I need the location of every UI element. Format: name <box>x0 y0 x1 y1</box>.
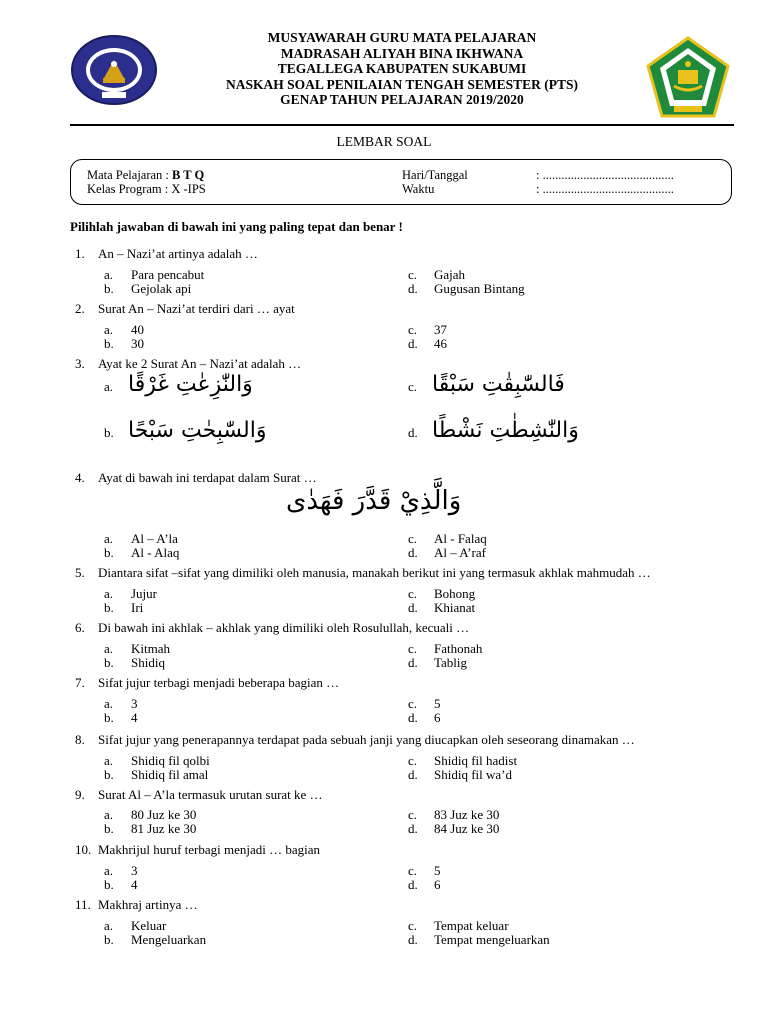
option-letter: a. <box>104 586 114 601</box>
question-number: 11. <box>75 897 91 912</box>
option-text: 83 Juz ke 30 <box>434 807 500 822</box>
option-letter: a. <box>104 322 114 337</box>
option-text: Shidiq fil amal <box>131 767 209 782</box>
option-letter: d. <box>408 600 418 615</box>
option-text: Gugusan Bintang <box>434 281 525 296</box>
option-letter: b. <box>104 281 114 296</box>
option-letter: c. <box>408 531 418 546</box>
subject-value: B T Q <box>172 168 205 182</box>
option-text: 40 <box>131 322 144 337</box>
question-stem <box>75 302 755 316</box>
class-label: Kelas Program : X -IPS <box>87 182 206 196</box>
option-letter: b. <box>104 655 114 670</box>
question-stem <box>75 843 755 857</box>
option-text: 5 <box>434 696 441 711</box>
day-label: Hari/Tanggal <box>402 168 468 182</box>
option-letter: a. <box>104 807 114 822</box>
question-1 <box>75 247 755 261</box>
question-5 <box>75 566 755 580</box>
time-value: : .......................................... <box>536 182 674 196</box>
header-line-1: MUSYAWARAH GURU MATA PELAJARAN <box>267 30 537 45</box>
question-stem <box>75 733 755 747</box>
option-text: وَالنّٰشِطٰتِ نَشْطًا <box>432 418 579 443</box>
question-2 <box>75 302 755 316</box>
option-text: Kitmah <box>131 641 170 656</box>
option-text: Iri <box>131 600 144 615</box>
option-letter: c. <box>408 863 418 878</box>
question-11 <box>75 898 755 912</box>
question-text: An – Nazi’at artinya adalah … <box>98 246 258 261</box>
question-text: Makhrijul huruf terbagi menjadi … bagian <box>98 842 321 857</box>
option-letter: d. <box>408 877 418 892</box>
option-letter: d. <box>408 281 418 296</box>
option-letter: a. <box>104 753 114 768</box>
option-letter: a. <box>104 379 114 394</box>
option-text: Tempat mengeluarkan <box>434 932 550 947</box>
option-letter: a. <box>104 863 114 878</box>
instruction: Pilihlah jawaban di bawah ini yang paling tepat dan benar ! <box>70 219 403 234</box>
question-text: Surat Al – A’la termasuk urutan surat ke … <box>98 787 323 802</box>
question-text: Surat An – Nazi’at terdiri dari … ayat <box>98 301 295 316</box>
time-label: Waktu <box>402 182 435 196</box>
option-letter: a. <box>104 696 114 711</box>
option-text: Gejolak api <box>131 281 192 296</box>
option-letter: d. <box>408 710 418 725</box>
option-letter: d. <box>408 336 418 351</box>
option-letter: b. <box>104 932 114 947</box>
header-line-5: GENAP TAHUN PELAJARAN 2019/2020 <box>280 92 524 107</box>
option-text: وَالنّٰزِعٰتِ غَرْقًا <box>128 372 253 397</box>
question-stem <box>75 898 755 912</box>
option-text: Al - Falaq <box>434 531 487 546</box>
option-letter: a. <box>104 267 114 282</box>
option-text: 80 Juz ke 30 <box>131 807 197 822</box>
question-number: 4. <box>75 470 85 485</box>
arabic-verse: وَالَّذِيْ قَدَّرَ فَهَدٰى <box>286 486 462 516</box>
option-text: Shidiq fil hadist <box>434 753 518 768</box>
header-line-3: TEGALLEGA KABUPATEN SUKABUMI <box>277 61 527 76</box>
option-text: Tablig <box>434 655 468 670</box>
question-text: Sifat jujur yang penerapannya terdapat pada sebuah janji yang diucapkan oleh seseorang dinamakan … <box>98 732 635 747</box>
option-text: Bohong <box>434 586 476 601</box>
option-letter: b. <box>104 425 114 440</box>
question-10 <box>75 843 755 857</box>
question-number: 5. <box>75 565 85 580</box>
question-number: 8. <box>75 732 85 747</box>
option-letter: c. <box>408 753 418 768</box>
question-stem <box>75 357 755 371</box>
option-text: Fathonah <box>434 641 483 656</box>
question-number: 1. <box>75 246 85 261</box>
option-text: Keluar <box>131 918 167 933</box>
subject-row <box>87 168 204 182</box>
option-text: وَالسّٰبِحٰتِ سَبْحًا <box>128 418 267 443</box>
question-8 <box>75 733 755 747</box>
option-letter: b. <box>104 600 114 615</box>
question-number: 6. <box>75 620 85 635</box>
option-text: Shidiq fil qolbi <box>131 753 210 768</box>
option-letter: c. <box>408 586 418 601</box>
option-text: 3 <box>131 863 138 878</box>
question-stem <box>75 566 755 580</box>
option-text: Khianat <box>434 600 476 615</box>
question-9 <box>75 788 755 802</box>
question-stem <box>75 471 755 485</box>
option-text: 4 <box>131 877 138 892</box>
question-4 <box>75 471 755 485</box>
option-text: 5 <box>434 863 441 878</box>
sheet-title: LEMBAR SOAL <box>336 134 432 149</box>
option-text: 84 Juz ke 30 <box>434 821 500 836</box>
question-text: Sifat jujur terbagi menjadi beberapa bagian … <box>98 675 340 690</box>
option-letter: a. <box>104 918 114 933</box>
option-text: 46 <box>434 336 447 351</box>
option-text: 4 <box>131 710 138 725</box>
question-number: 7. <box>75 675 85 690</box>
question-7 <box>75 676 755 690</box>
option-letter: c. <box>408 918 418 933</box>
option-text: Jujur <box>131 586 157 601</box>
option-text: Al – A’raf <box>434 545 486 560</box>
option-letter: b. <box>104 710 114 725</box>
header-divider <box>70 124 734 126</box>
option-text: Shidiq <box>131 655 165 670</box>
question-stem <box>75 676 755 690</box>
question-stem <box>75 247 755 261</box>
question-stem <box>75 621 755 635</box>
option-text: 3 <box>131 696 138 711</box>
option-text: Tempat keluar <box>434 918 509 933</box>
question-number: 10. <box>75 842 92 857</box>
option-text: Mengeluarkan <box>131 932 207 947</box>
day-value: : .......................................... <box>536 168 674 182</box>
question-text: Diantara sifat –sifat yang dimiliki oleh manusia, manakah berikut ini yang termasuk akhlak mahmudah … <box>98 565 651 580</box>
option-text: 30 <box>131 336 144 351</box>
option-text: فَالسّٰبِقٰتِ سَبْقًا <box>432 372 565 397</box>
option-text: 37 <box>434 322 447 337</box>
subject-label: Mata Pelajaran : <box>87 168 173 182</box>
option-text: Gajah <box>434 267 466 282</box>
option-letter: b. <box>104 877 114 892</box>
option-text: Al – A’la <box>131 531 178 546</box>
question-text: Di bawah ini akhlak – akhlak yang dimiliki oleh Rosulullah, kecuali … <box>98 620 470 635</box>
option-letter: d. <box>408 545 418 560</box>
question-number: 3. <box>75 356 85 371</box>
option-letter: b. <box>104 336 114 351</box>
header-line-2: MADRASAH ALIYAH BINA IKHWANA <box>280 45 524 61</box>
option-letter: b. <box>104 767 114 782</box>
option-letter: c. <box>408 807 418 822</box>
option-letter: c. <box>408 641 418 656</box>
option-letter: c. <box>408 322 418 337</box>
kemenag-logo <box>644 36 732 120</box>
option-letter: d. <box>408 425 418 440</box>
option-letter: a. <box>104 641 114 656</box>
option-letter: c. <box>408 379 418 394</box>
option-letter: c. <box>408 696 418 711</box>
school-logo <box>70 34 158 106</box>
option-letter: b. <box>104 821 114 836</box>
question-text: Ayat di bawah ini terdapat dalam Surat … <box>98 470 317 485</box>
option-letter: c. <box>408 267 418 282</box>
option-text: Shidiq fil wa’d <box>434 767 512 782</box>
option-letter: a. <box>104 531 114 546</box>
question-6 <box>75 621 755 635</box>
option-text: 6 <box>434 710 441 725</box>
question-number: 2. <box>75 301 85 316</box>
option-text: 81 Juz ke 30 <box>131 821 197 836</box>
option-letter: b. <box>104 545 114 560</box>
question-stem <box>75 788 755 802</box>
option-letter: d. <box>408 932 418 947</box>
option-letter: d. <box>408 821 418 836</box>
header-line-4: NASKAH SOAL PENILAIAN TENGAH SEMESTER (PTS) <box>226 76 578 92</box>
question-text: Ayat ke 2 Surat An – Nazi’at adalah … <box>98 356 302 371</box>
option-text: 6 <box>434 877 441 892</box>
question-text: Makhraj artinya … <box>98 897 198 912</box>
option-letter: d. <box>408 767 418 782</box>
question-3 <box>75 357 755 371</box>
option-text: Al - Alaq <box>131 545 180 560</box>
option-text: Para pencabut <box>131 267 205 282</box>
option-letter: d. <box>408 655 418 670</box>
document-header <box>160 30 644 108</box>
question-number: 9. <box>75 787 85 802</box>
